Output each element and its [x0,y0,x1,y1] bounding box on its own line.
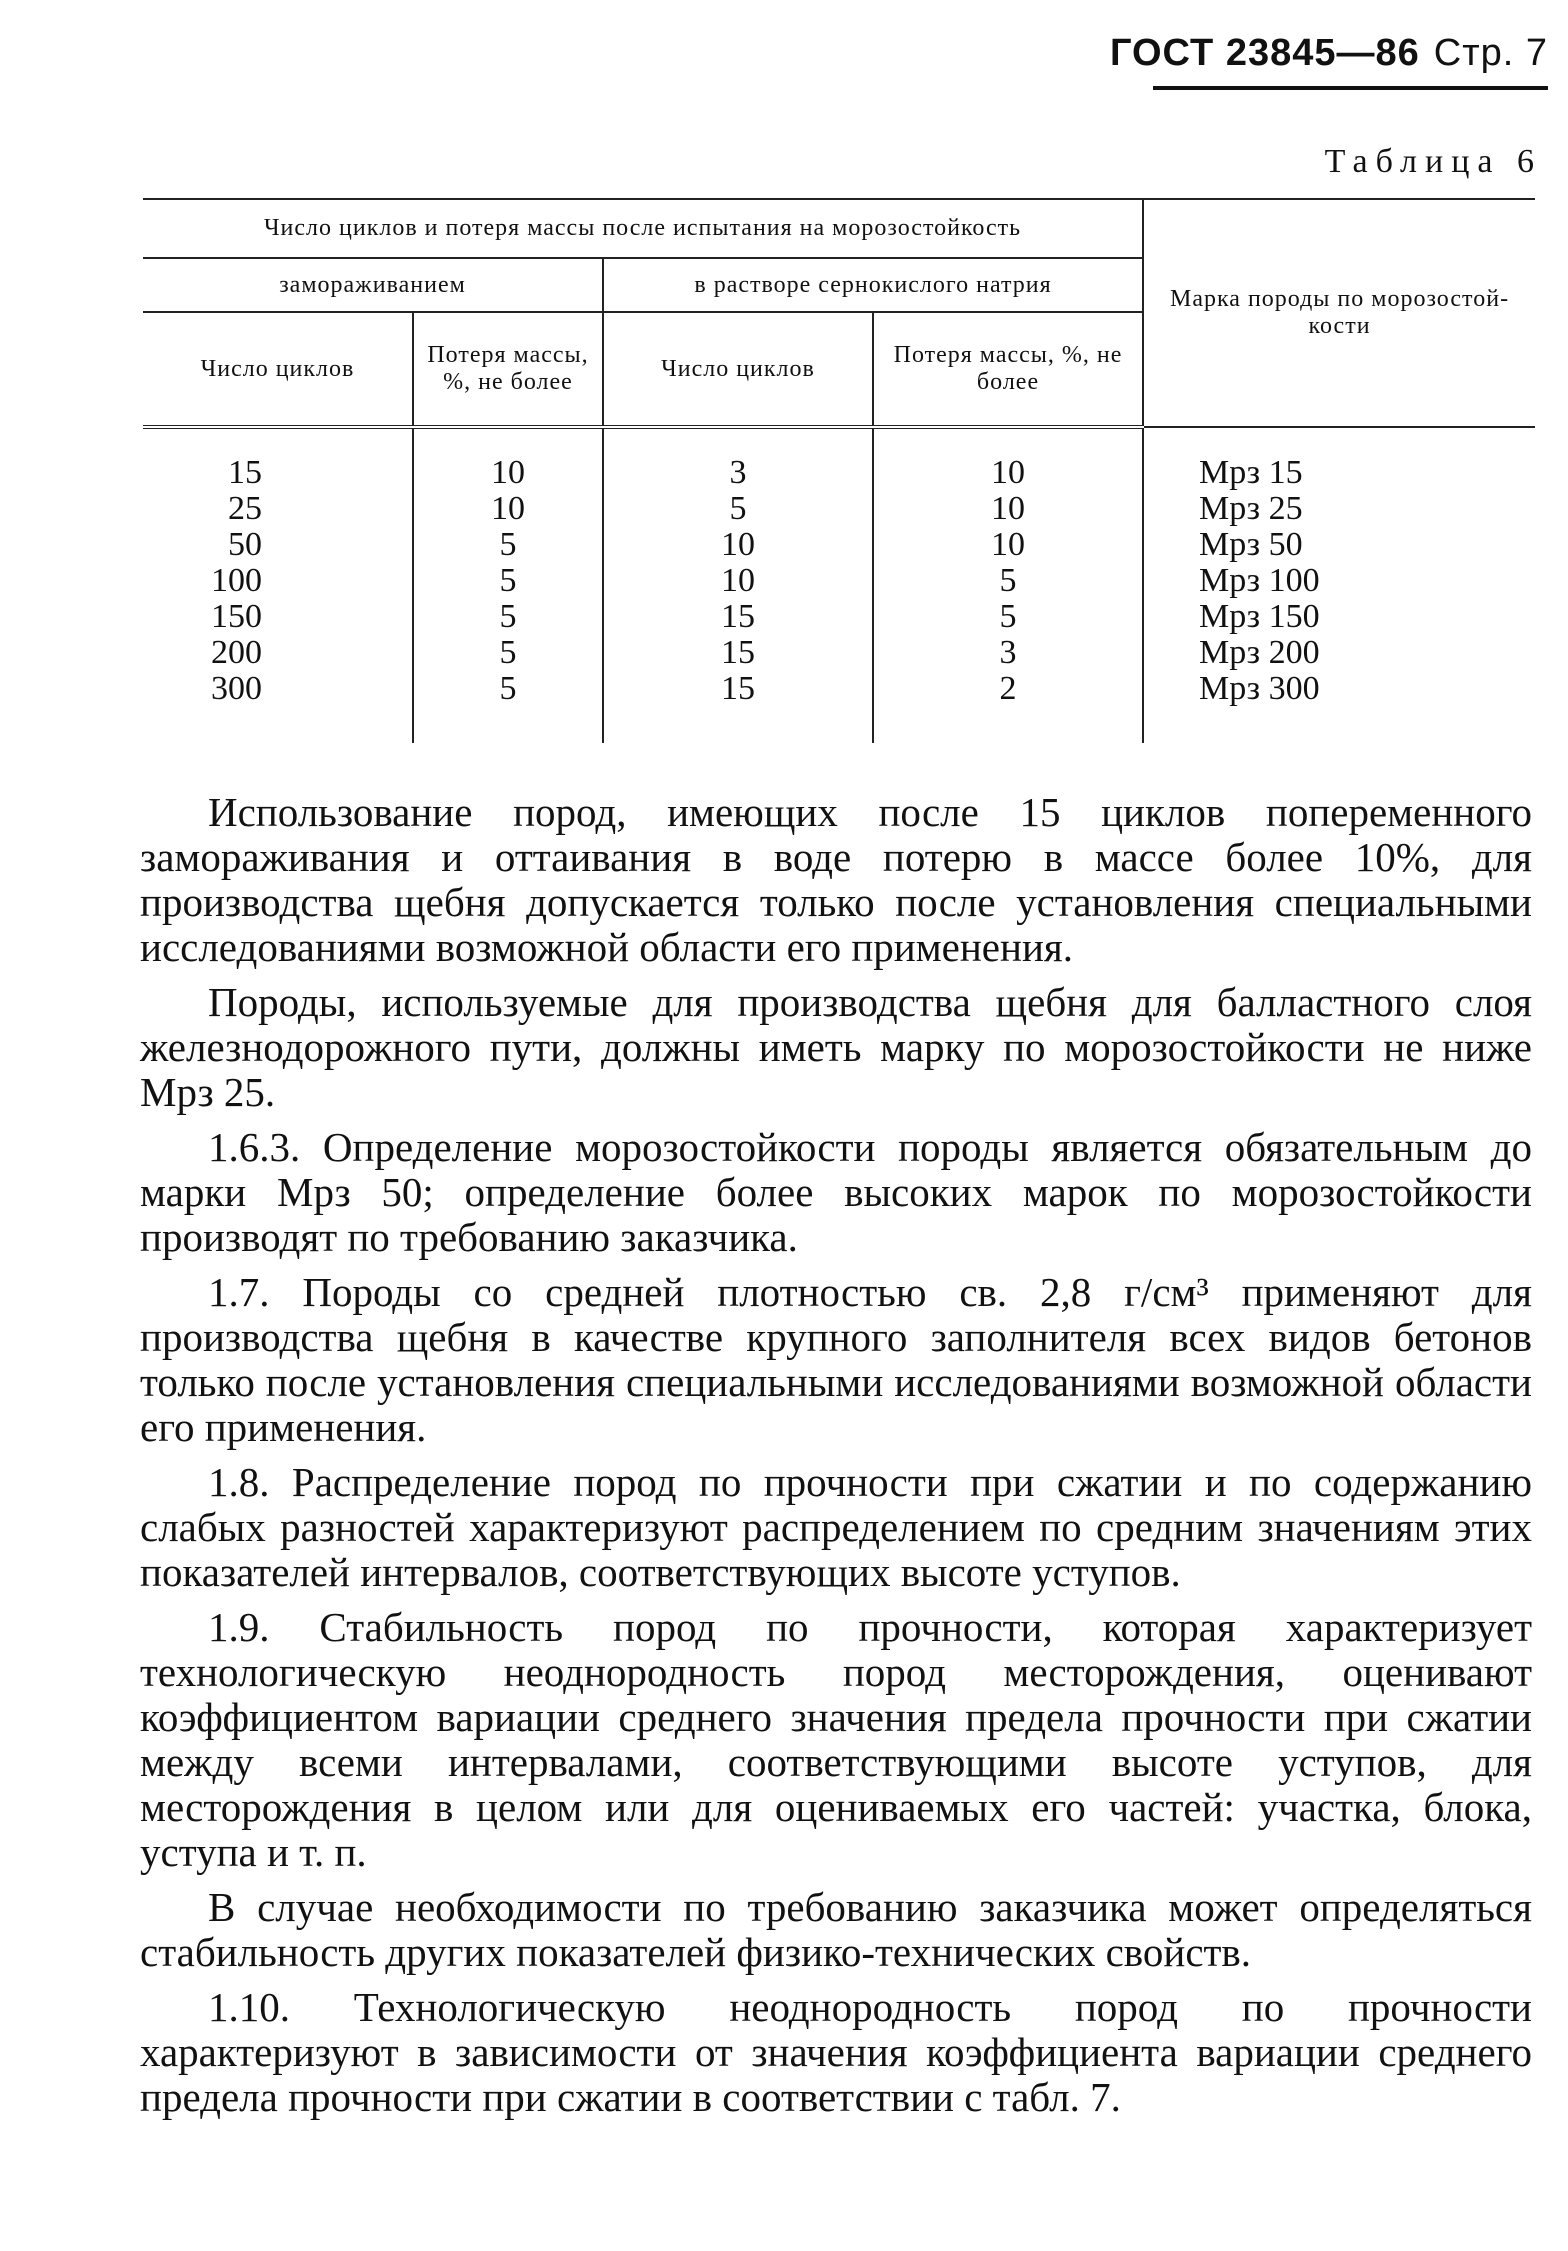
grade-column-header: Марка породы по морозостой- кости [1143,199,1535,427]
freezing-cycles-cell: 150 [143,599,413,635]
sulfate-cycles-cell: 5 [603,491,873,527]
grade-cell: Мрз 300 [1199,670,1320,707]
sulfate-loss-cell: 10 [873,491,1143,527]
freezing-loss-cell: 5 [413,671,603,707]
sulfate-loss-cell: 5 [873,599,1143,635]
grade-cell: Мрз 100 [1199,562,1320,599]
page-number: Стр. 7 [1433,32,1548,74]
sulfate-loss-cell: 5 [873,563,1143,599]
freezing-loss-header: Потеря массы, %, не более [413,312,603,427]
table-spacer [143,427,1535,455]
paragraph: 1.7. Породы со средней плотностью св. 2,8 г/см³ применяют для производства щебня в качестве крупного заполнителя всех видов бетонов только после установления специальными исследованиями возможной области его применения. [140,1269,1532,1450]
sulfate-cycles-cell: 15 [603,671,873,707]
paragraph: 1.9. Стабильность пород по прочности, которая характеризует технологическую неоднородность пород месторождения, оценивают коэффициентом вариации среднего значения предела прочности при сжатии между всеми интервалами, соответствующими высоте уступов, для месторождения в целом или для оцениваемых его частей: участка, блока, уступа и т. п. [140,1604,1532,1875]
freezing-cycles-cell: 100 [143,563,413,599]
table-row [143,563,1535,599]
header-divider [1153,86,1548,90]
grade-cell: Мрз 50 [1199,526,1303,563]
freezing-cycles-cell: 15 [143,455,413,491]
paragraph: 1.10. Технологическую неоднородность пород по прочности характеризуют в зависимости от значения коэффициента вариации среднего предела прочности при сжатии в соответствии с табл. 7. [140,1984,1532,2120]
document-id: ГОСТ 23845—86 [1109,32,1420,74]
page-header [1110,32,1548,75]
sulfate-loss-cell: 2 [873,671,1143,707]
table-body [143,427,1535,743]
table-row [143,491,1535,527]
sulfate-group-header: в растворе сернокислого натрия [603,258,1143,312]
table-top-header: Число циклов и потеря массы после испытания на морозостойкость [143,199,1143,258]
freezing-loss-cell: 5 [413,599,603,635]
sulfate-cycles-header: Число циклов [603,312,873,427]
sulfate-cycles-cell: 15 [603,599,873,635]
table-row [143,455,1535,491]
paragraph: 1.6.3. Определение морозостойкости породы является обязательным до марки Мрз 50; определение более высоких марок по морозостойкости производят по требованию заказчика. [140,1124,1532,1260]
freezing-cycles-cell: 25 [143,491,413,527]
sulfate-cycles-cell: 3 [603,455,873,491]
table-caption: Таблица 6 [1324,143,1542,180]
table-row [143,527,1535,563]
sulfate-cycles-cell: 10 [603,563,873,599]
table-spacer [143,707,1535,743]
table-row [143,635,1535,671]
body-text [140,790,1532,2130]
sulfate-loss-header: Потеря массы, %, не более [873,312,1143,427]
freezing-cycles-cell: 300 [143,671,413,707]
sulfate-cycles-cell: 15 [603,635,873,671]
paragraph: Породы, используемые для производства щебня для балластного слоя железнодорожного пути, должны иметь марку по морозостойкости не ниже Мрз 25. [140,979,1532,1115]
freezing-cycles-header: Число циклов [143,312,413,427]
paragraph: Использование пород, имеющих после 15 циклов попеременного замораживания и оттаивания в воде потерю в массе более 10%, для производства щебня допускается только после установления специальными исследованиями возможной области его применения. [140,789,1532,970]
sulfate-loss-cell: 10 [873,455,1143,491]
freezing-cycles-cell: 50 [143,527,413,563]
sulfate-loss-cell: 3 [873,635,1143,671]
paragraph: В случае необходимости по требованию заказчика может определяться стабильность других показателей физико-технических свойств. [140,1884,1532,1975]
freezing-group-header: замораживанием [143,258,603,312]
freezing-cycles-cell: 200 [143,635,413,671]
freezing-loss-cell: 5 [413,635,603,671]
paragraph: 1.8. Распределение пород по прочности при сжатии и по содержанию слабых разностей характеризуют распределением по средним значениям этих показателей интервалов, соответствующих высоте уступов. [140,1459,1532,1595]
frost-resistance-table [143,198,1535,743]
grade-cell: Мрз 150 [1199,598,1320,635]
freezing-loss-cell: 10 [413,455,603,491]
freezing-loss-cell: 10 [413,491,603,527]
table-row [143,599,1535,635]
sulfate-loss-cell: 10 [873,527,1143,563]
sulfate-cycles-cell: 10 [603,527,873,563]
grade-cell: Мрз 15 [1199,454,1303,491]
freezing-loss-cell: 5 [413,527,603,563]
table-row [143,671,1535,707]
freezing-loss-cell: 5 [413,563,603,599]
grade-cell: Мрз 200 [1199,634,1320,671]
grade-cell: Мрз 25 [1199,490,1303,527]
